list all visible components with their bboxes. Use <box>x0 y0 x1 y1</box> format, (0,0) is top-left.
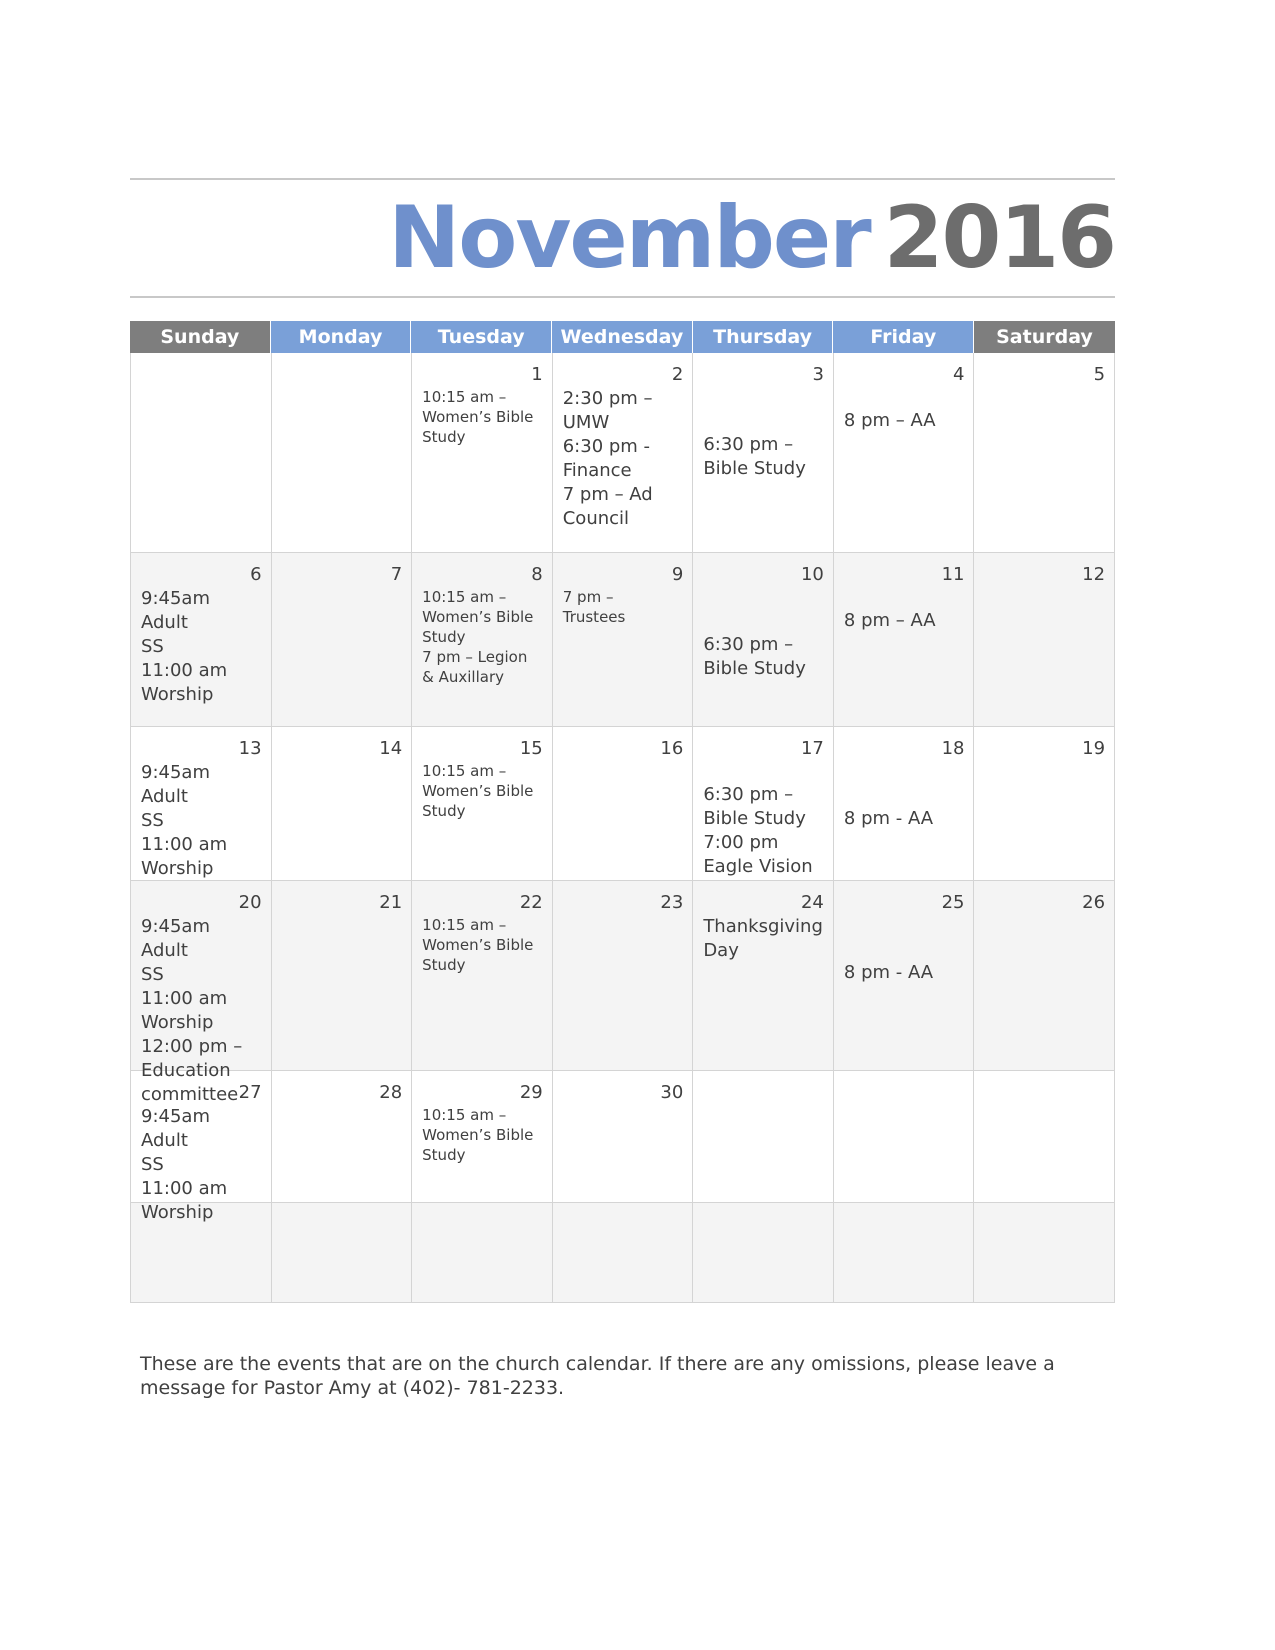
day-cell <box>412 553 553 727</box>
day-cell <box>834 1203 975 1303</box>
day-cell <box>412 1071 553 1203</box>
event-text: Thanksgiving Day <box>703 916 823 961</box>
day-number: 21 <box>379 892 403 913</box>
calendar-weeks <box>130 353 1115 1303</box>
day-cell <box>412 727 553 881</box>
day-number: 8 <box>531 564 543 585</box>
month-label: November <box>388 188 870 288</box>
event-text: 10:15 am – Women’s Bible Study <box>422 916 534 974</box>
event-text: 10:15 am – Women’s Bible Study <box>422 388 534 446</box>
day-number: 16 <box>660 738 684 759</box>
day-number: 4 <box>953 364 965 385</box>
weekday-friday: Friday <box>833 321 974 353</box>
day-number: 11 <box>941 564 965 585</box>
event-text: 10:15 am – Women’s Bible Study <box>422 762 534 820</box>
weekday-wednesday: Wednesday <box>552 321 693 353</box>
day-cell <box>131 553 272 727</box>
day-number: 25 <box>941 892 965 913</box>
event-text: 10:15 am – Women’s Bible Study 7 pm – Legion & Auxillary <box>422 588 534 686</box>
day-cell <box>834 353 975 553</box>
weekday-tuesday: Tuesday <box>411 321 552 353</box>
day-cell <box>412 1203 553 1303</box>
day-number: 18 <box>941 738 965 759</box>
day-cell <box>553 553 694 727</box>
calendar-week-row <box>130 353 1115 553</box>
day-cell <box>412 353 553 553</box>
weekday-header <box>130 321 1115 353</box>
day-number: 3 <box>812 364 824 385</box>
day-number: 9 <box>671 564 684 585</box>
day-cell <box>272 881 413 1071</box>
event-text: 8 pm – AA <box>843 410 936 431</box>
day-number: 12 <box>1082 564 1106 585</box>
day-number: 26 <box>1082 892 1106 913</box>
event-text: 9:45am Adult SS 11:00 am Worship <box>141 1106 228 1223</box>
day-cell <box>131 1071 272 1223</box>
calendar-week-row <box>130 1203 1115 1303</box>
day-number: 5 <box>1093 364 1106 385</box>
event-text: 9:45am Adult SS 11:00 am Worship <box>141 762 228 879</box>
day-cell <box>272 1071 413 1203</box>
weekday-thursday: Thursday <box>693 321 834 353</box>
day-number: 30 <box>660 1082 684 1103</box>
day-cell <box>974 881 1115 1071</box>
day-number: 29 <box>519 1082 543 1103</box>
event-text: 10:15 am – Women’s Bible Study <box>422 1106 534 1164</box>
day-cell <box>553 881 694 1071</box>
day-cell <box>974 353 1115 553</box>
day-cell <box>693 1071 834 1203</box>
day-cell <box>834 881 975 1071</box>
event-text: 8 pm – AA <box>843 610 936 631</box>
day-cell <box>553 1071 694 1203</box>
day-cell <box>974 727 1115 881</box>
event-text: 7 pm – Trustees <box>562 588 626 626</box>
day-cell <box>974 1203 1115 1303</box>
day-cell <box>693 727 834 881</box>
day-cell <box>974 1071 1115 1203</box>
day-cell <box>693 353 834 553</box>
day-number: 22 <box>519 892 543 913</box>
event-text: 9:45am Adult SS 11:00 am Worship 12:00 pm – Education committee <box>141 916 243 1105</box>
day-cell <box>553 727 694 881</box>
calendar-title <box>388 186 1115 290</box>
day-number: 19 <box>1082 738 1106 759</box>
day-number: 13 <box>238 738 262 759</box>
calendar-week-row <box>130 727 1115 881</box>
day-number: 24 <box>800 892 824 913</box>
day-number: 2 <box>671 364 684 385</box>
day-number: 7 <box>390 564 403 585</box>
day-cell <box>272 727 413 881</box>
event-text: 9:45am Adult SS 11:00 am Worship <box>141 588 228 705</box>
day-number: 14 <box>379 738 403 759</box>
day-number: 28 <box>379 1082 403 1103</box>
weekday-monday: Monday <box>271 321 412 353</box>
day-cell <box>693 881 834 1071</box>
day-cell <box>834 553 975 727</box>
calendar-footnote: These are the events that are on the church calendar. If there are any omissions, please leave a message for Pastor Amy at (402)- 781-2233. <box>140 1353 1055 1399</box>
day-cell <box>693 553 834 727</box>
day-cell <box>131 1203 272 1303</box>
day-number: 27 <box>238 1082 262 1103</box>
day-cell <box>272 1203 413 1303</box>
day-cell <box>974 553 1115 727</box>
event-text: 6:30 pm – Bible Study <box>703 634 806 679</box>
day-cell <box>412 881 553 1071</box>
day-number: 1 <box>531 364 543 385</box>
day-number: 20 <box>238 892 262 913</box>
calendar-week-row <box>130 553 1115 727</box>
event-text: 8 pm - AA <box>843 962 934 983</box>
year-label: 2016 <box>883 188 1115 288</box>
day-cell <box>272 553 413 727</box>
calendar-grid <box>130 321 1115 1303</box>
day-cell <box>553 353 694 553</box>
day-cell <box>834 1071 975 1203</box>
top-rule <box>130 178 1115 180</box>
day-cell <box>693 1203 834 1303</box>
day-number: 6 <box>250 564 262 585</box>
day-cell <box>131 727 272 881</box>
bottom-rule <box>130 296 1115 298</box>
day-number: 17 <box>800 738 824 759</box>
event-text: 2:30 pm – UMW 6:30 pm - Finance 7 pm – Ad Council <box>562 388 653 529</box>
day-number: 23 <box>660 892 684 913</box>
day-cell <box>834 727 975 881</box>
calendar-week-row <box>130 1071 1115 1223</box>
day-number: 15 <box>519 738 543 759</box>
weekday-sunday: Sunday <box>130 321 271 353</box>
event-text: 8 pm - AA <box>843 808 934 829</box>
weekday-saturday: Saturday <box>974 321 1115 353</box>
day-cell <box>272 353 413 553</box>
day-cell <box>553 1203 694 1303</box>
event-text: 6:30 pm – Bible Study 7:00 pm Eagle Vision <box>703 784 813 877</box>
day-number: 10 <box>800 564 824 585</box>
event-text: 6:30 pm – Bible Study <box>703 434 806 479</box>
day-cell <box>131 353 272 553</box>
